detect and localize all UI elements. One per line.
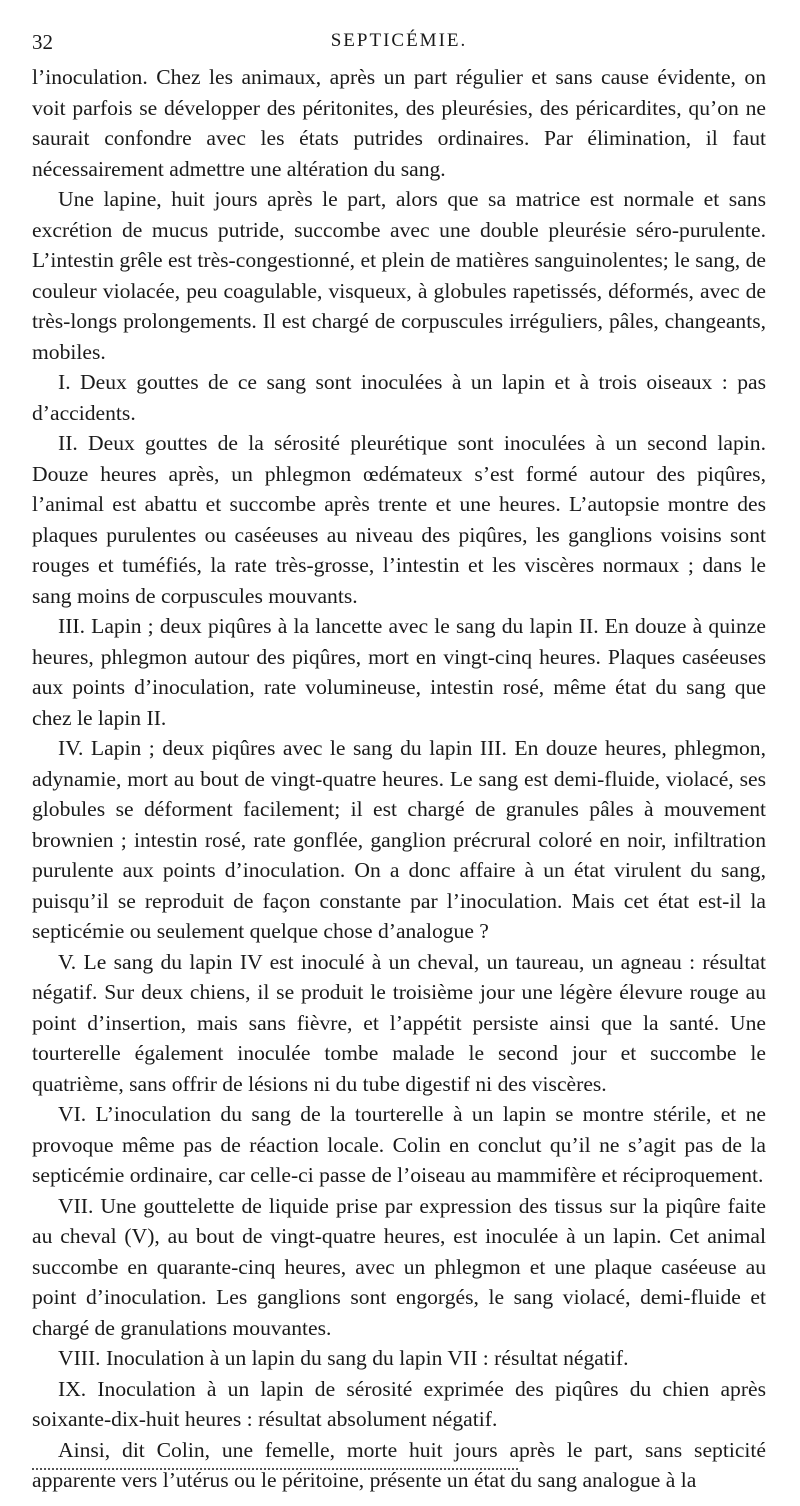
paragraph-experiment-i: I. Deux gouttes de ce sang sont inoculées à un lapin et à trois oiseaux : pas d’accidents. bbox=[32, 370, 766, 425]
paragraph-case-description: Une lapine, huit jours après le part, alors que sa matrice est normale et sans excrétion de mucus putride, succombe avec une double pleurésie séro-purulente. L’intestin grêle est très-congestionné, et plein de matières sanguinolentes; le sang, de couleur violacée, peu coagulable, visqueux, à globules rapetissés, déformés, avec de très-longs prolongements. Il est chargé de corpuscules irréguliers, pâles, changeants, mobiles. bbox=[32, 187, 766, 364]
paragraph-conclusion: Ainsi, dit Colin, une femelle, morte huit jours après le part, sans septicité apparente vers l’utérus ou le péritoine, présente un état du sang analogue à la bbox=[32, 1437, 766, 1492]
paragraph-experiment-iii: III. Lapin ; deux piqûres à la lancette avec le sang du lapin II. En douze à quinze heures, phlegmon autour des piqûres, mort en vingt-cinq heures. Plaques caséeuses aux points d’inoculation, rate volumineuse, intestin rosé, même état du sang que chez le lapin II. bbox=[32, 614, 766, 730]
paragraph-continuation: l’inoculation. Chez les animaux, après un part régulier et sans cause évidente, on voit parfois se développer des péritonites, des pleurésies, des péricardites, qu’on ne saurait confondre avec les états putrides ordinaires. Par élimination, il faut nécessairement admettre une altération du sang. bbox=[32, 65, 766, 181]
footer-dotted-rule bbox=[32, 1468, 518, 1470]
running-title: SEPTICÉMIE. bbox=[330, 30, 468, 51]
page-number: 32 bbox=[32, 30, 53, 54]
book-page bbox=[32, 26, 766, 1496]
paragraph-experiment-ii: II. Deux gouttes de la sérosité pleurétique sont inoculées à un second lapin. Douze heures après, un phlegmon œdémateux s’est formé autour des piqûres, l’animal est abattu et succombe après trente et une heures. L’autopsie montre des plaques purulentes ou caséeuses au niveau des piqûres, les ganglions voisins sont rouges et tuméfiés, la rate très-grosse, l’intestin et les viscères normaux ; dans le sang moins de corpuscules mouvants. bbox=[32, 431, 766, 608]
paragraph-experiment-vii: VII. Une gouttelette de liquide prise par expression des tissus sur la piqûre faite au cheval (V), au bout de vingt-quatre heures, est inoculée à un lapin. Cet animal succombe en quarante-cinq heures, avec un phlegmon et une plaque caséeuse au point d’inoculation. Les ganglions sont engorgés, le sang violacé, demi-fluide et chargé de granulations mouvantes. bbox=[32, 1193, 766, 1340]
paragraph-experiment-v: V. Le sang du lapin IV est inoculé à un cheval, un taureau, un agneau : résultat négatif. Sur deux chiens, il se produit le troisième jour une légère élevure rouge au point d’insertion, mais sans fièvre, et l’appétit persiste ainsi que la santé. Une tourterelle également inoculée tombe malade le second jour et succombe le quatrième, sans offrir de lésions ni du tube digestif ni des viscères. bbox=[32, 949, 766, 1096]
paragraph-experiment-viii: VIII. Inoculation à un lapin du sang du lapin VII : résultat négatif. bbox=[58, 1346, 629, 1370]
paragraph-experiment-ix: IX. Inoculation à un lapin de sérosité exprimée des piqûres du chien après soixante-dix-huit heures : résultat absolument négatif. bbox=[32, 1376, 766, 1431]
paragraph-experiment-iv: IV. Lapin ; deux piqûres avec le sang du lapin III. En douze heures, phlegmon, adynamie, mort au bout de vingt-quatre heures. Le sang est demi-fluide, violacé, ses globules se déforment facilement; il est chargé de granules pâles à mouvement brownien ; intestin rosé, rate gonflée, ganglion précrural coloré en noir, infiltration purulente aux points d’inoculation. On a donc affaire à un état virulent du sang, puisqu’il se reproduit de façon constante par l’inoculation. Mais cet état est-il la septicémie ou seulement quelque chose d’analogue ? bbox=[32, 736, 766, 943]
body-text bbox=[32, 62, 766, 1496]
paragraph-experiment-vi: VI. L’inoculation du sang de la tourterelle à un lapin se montre stérile, et ne provoque même pas de réaction locale. Colin en conclut qu’il ne s’agit pas de la septicémie ordinaire, car celle-ci passe de l’oiseau au mammifère et réciproquement. bbox=[32, 1102, 766, 1187]
running-head bbox=[32, 26, 766, 62]
